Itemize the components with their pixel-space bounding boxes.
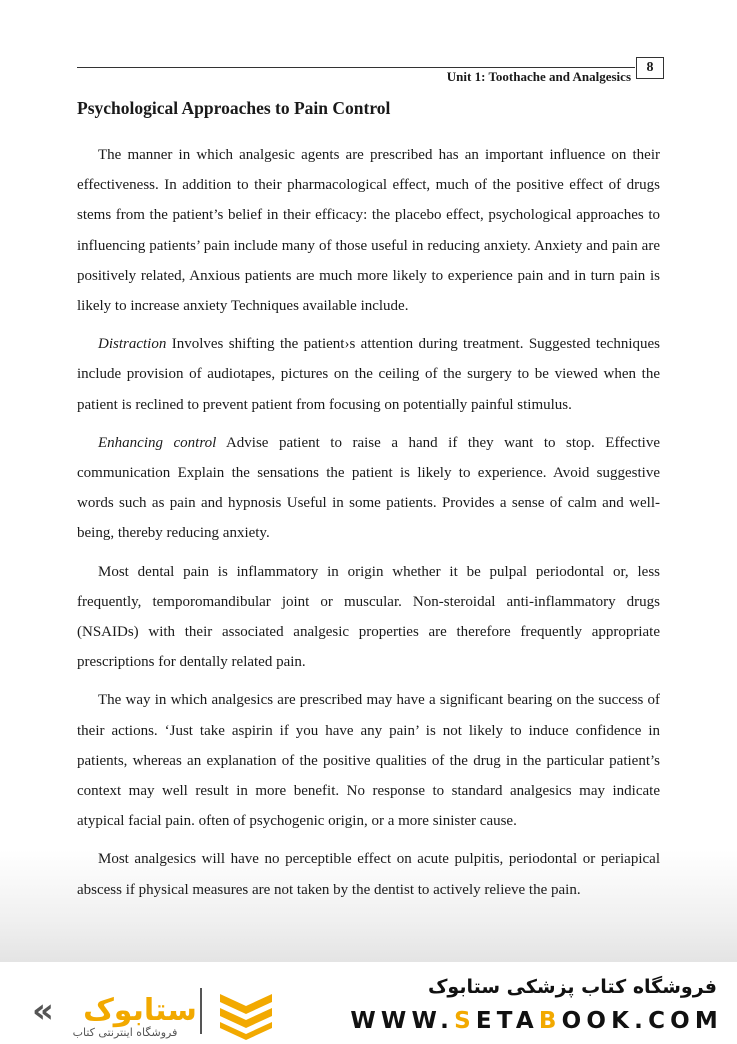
paragraph-lead-enhancing-control: Enhancing control	[98, 434, 217, 451]
logo-chevrons-icon: «	[32, 991, 54, 1031]
paragraph-pulpitis: Most analgesics will have no perceptible effect on acute pulpitis, periodontal or periapical abscess if physical measures are not taken by the dentist to actively relieve the pain.	[77, 851, 660, 898]
logo-book-stack-icon	[220, 994, 272, 1040]
setabook-logo[interactable]	[30, 982, 290, 1040]
url-highlight-s: S	[454, 1008, 476, 1034]
paragraph-inflammatory: Most dental pain is inflammatory in origin whether it be pulpal periodontal or, less frequently, temporomandibular joint or muscular. Non-steroidal anti-inflammatory drugs (NSAIDs) with their associated analgesic properties are therefore frequently appropriate prescriptions for dentally related pain.	[77, 563, 660, 671]
header-rule	[77, 67, 635, 68]
page-number: 8	[636, 57, 664, 79]
paragraph-enhancing-control	[77, 428, 660, 549]
logo-divider	[200, 988, 202, 1034]
paragraph-distraction	[77, 329, 660, 420]
url-mid: ETA	[475, 1008, 539, 1034]
running-head: Unit 1: Toothache and Analgesics	[446, 69, 631, 84]
paragraph-text-distraction: Involves shifting the patient›s attention during treatment. Suggested techniques include provision of audiotapes, pictures on the ceiling of the surgery to be viewed when the patient is reclined to prevent patient from focusing on potentially painful stimulus.	[77, 336, 660, 413]
url-prefix: WWW.	[350, 1008, 455, 1034]
logo-tagline: فروشگاه اینترنتی کتاب	[72, 1026, 178, 1039]
body-text	[77, 140, 660, 913]
url-highlight-b: B	[538, 1008, 562, 1034]
paragraph-placebo: The manner in which analgesic agents are prescribed has an important influence on their effectiveness. In addition to their pharmacological effect, much of the positive effect of drugs stems from the patient’s belief in their efficacy: the placebo effect, psychological approaches to influencing patients’ pain include many of those useful in reducing anxiety. Anxiety and pain are positively related, Anxious patients are much more likely to experience pain and in turn pain is likely to increase anxiety Techniques available include.	[77, 147, 660, 315]
store-url[interactable]	[350, 1008, 723, 1034]
paragraph-lead-distraction: Distraction	[98, 336, 167, 353]
paragraph-prescribing: The way in which analgesics are prescribed may have a significant bearing on the success of their actions. ‘Just take aspirin if you have any pain’ is not likely to induce confidence in patients, whereas an explanation of the positive qualities of the drug in the particular patient’s context may well result in more benefit. No response to standard analgesics may indicate atypical facial pain. often of psychogenic origin, or a more sinister cause.	[77, 692, 660, 830]
section-title: Psychological Approaches to Pain Control	[77, 98, 391, 118]
footer-banner	[0, 962, 737, 1044]
store-name: فروشگاه کتاب پزشکی ستابوک	[427, 976, 717, 998]
url-suffix: OOK.COM	[561, 1008, 723, 1034]
paragraph-text-enhancing-control: Advise patient to raise a hand if they want to stop. Effective communication Explain the sensations the patient is likely to experience. Avoid suggestive words such as pain and hypnosis Useful in some patients. Provides a sense of calm and well-being, thereby reducing anxiety.	[77, 434, 660, 542]
logo-wordmark: ستابوک	[83, 993, 197, 1028]
